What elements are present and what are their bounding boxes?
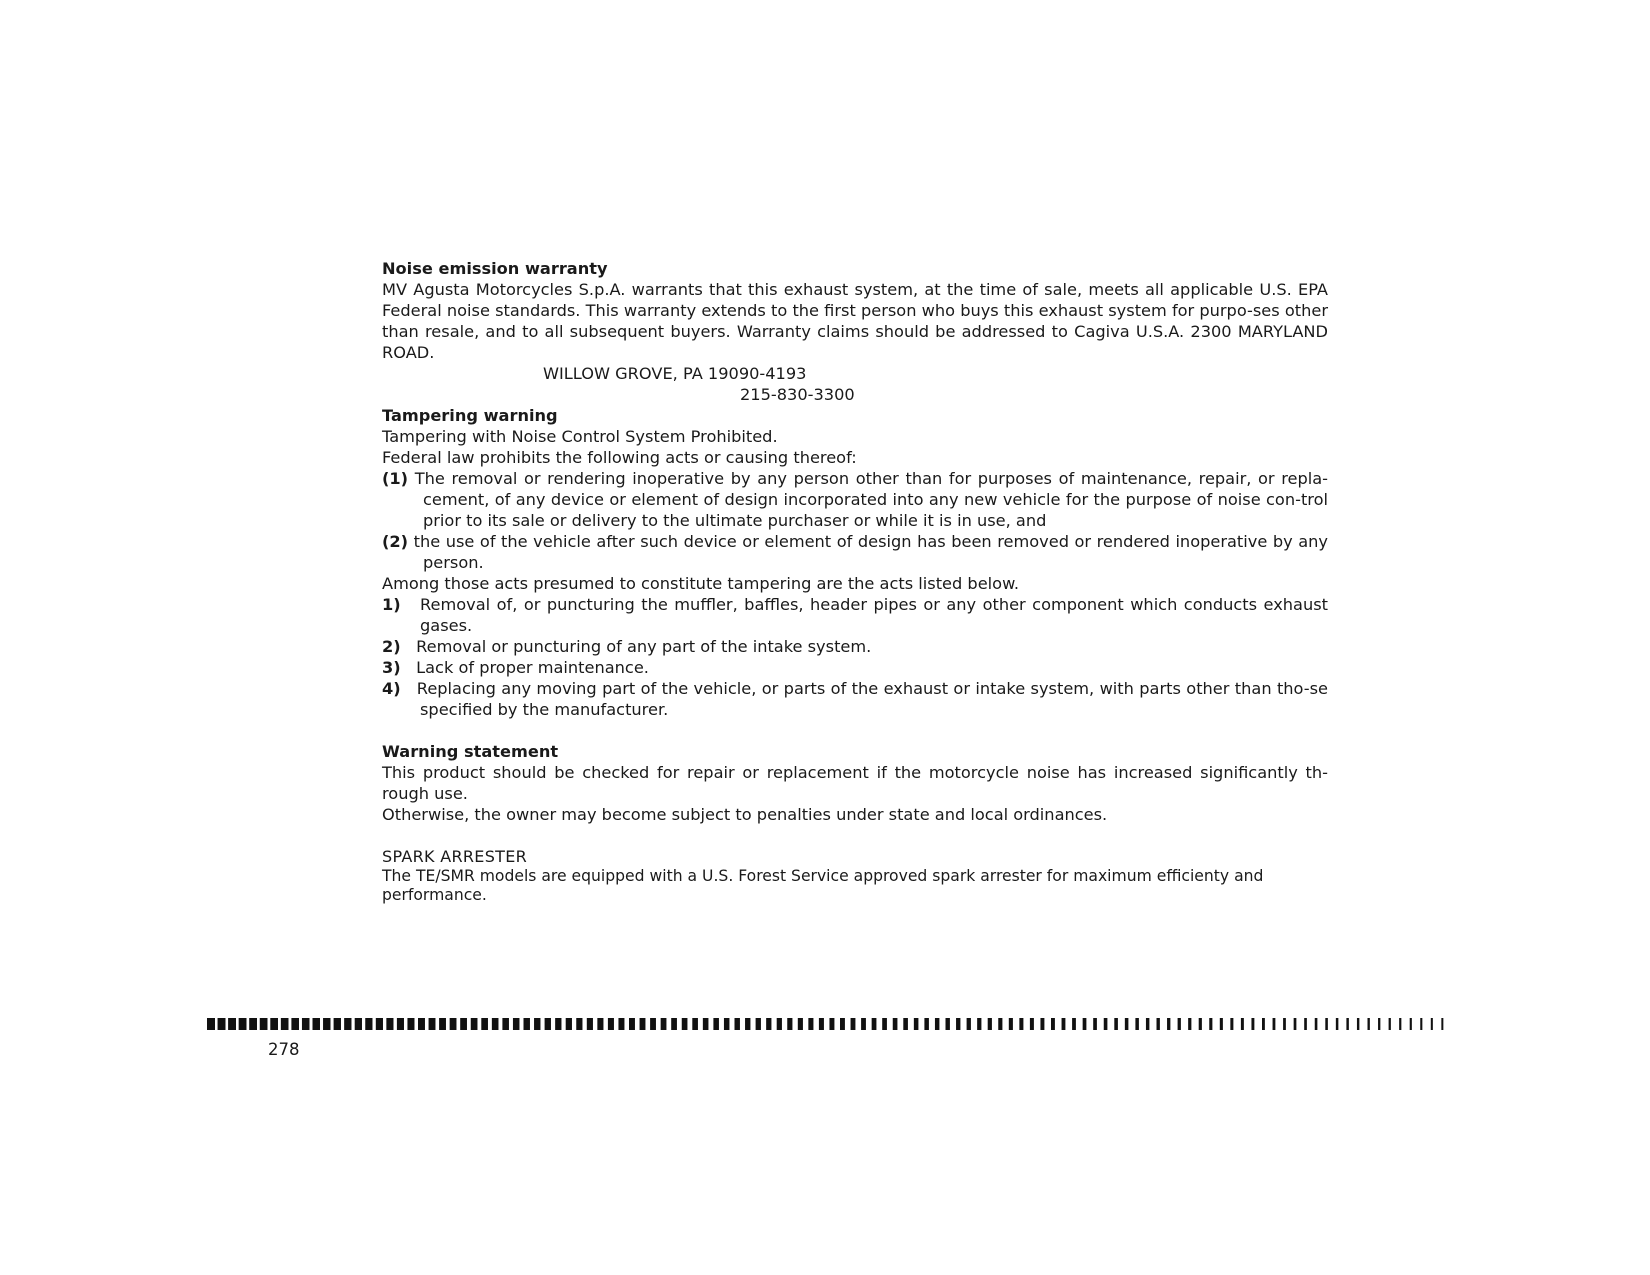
bar-segment [924, 1018, 929, 1030]
bar-segment [323, 1018, 330, 1030]
presumed-number: 3) [382, 658, 401, 677]
bar-segment [1199, 1018, 1202, 1030]
bar-segment [1304, 1018, 1307, 1030]
bar-segment [1125, 1018, 1129, 1030]
bar-segment [302, 1018, 310, 1030]
bar-segment [1178, 1018, 1181, 1030]
bar-segment [576, 1018, 582, 1030]
bar-segment [671, 1018, 677, 1030]
bar-segment [608, 1018, 614, 1030]
bar-segment [534, 1018, 540, 1030]
presumed-act-1 [382, 594, 1328, 636]
bar-segment [840, 1018, 845, 1030]
bar-segment [1009, 1018, 1013, 1030]
bar-segment [703, 1018, 709, 1030]
bar-segment [1357, 1018, 1359, 1030]
bar-segment [344, 1018, 351, 1030]
bar-segment [777, 1018, 782, 1030]
presumed-text: Removal of, or puncturing the muffler, baffles, header pipes or any other component which conducts exhaust gases. [420, 595, 1328, 635]
footer-bar-pattern [207, 1018, 1447, 1030]
bar-segment [1104, 1018, 1108, 1030]
presumed-text: Replacing any moving part of the vehicle, or parts of the exhaust or intake system, with parts other than tho-se specified by the manufacturer. [416, 679, 1328, 719]
bar-segment [861, 1018, 866, 1030]
bar-segment [1209, 1018, 1212, 1030]
bar-segment [207, 1018, 215, 1030]
act-text: the use of the vehicle after such device or element of design has been removed or rendered inoperative by any person. [413, 532, 1328, 572]
bar-segment [260, 1018, 268, 1030]
tampering-heading: Tampering warning [382, 406, 558, 425]
bar-segment [524, 1018, 530, 1030]
bar-segment [1294, 1018, 1297, 1030]
bar-segment [239, 1018, 247, 1030]
bar-segment [228, 1018, 236, 1030]
bar-segment [1093, 1018, 1097, 1030]
tampering-line-2: Federal law prohibits the following acts or causing thereof: [382, 448, 857, 467]
bar-segment [640, 1018, 646, 1030]
bar-segment [1336, 1018, 1339, 1030]
bar-segment [1146, 1018, 1149, 1030]
bar-segment [967, 1018, 971, 1030]
tampering-line-1: Tampering with Noise Control System Prohibited. [382, 427, 778, 446]
presumed-number: 1) [382, 595, 401, 614]
bar-segment [787, 1018, 792, 1030]
bar-segment [545, 1018, 551, 1030]
bar-segment [882, 1018, 887, 1030]
bar-segment [1241, 1018, 1244, 1030]
bar-segment [1378, 1018, 1380, 1030]
bar-segment [1368, 1018, 1370, 1030]
bar-segment [281, 1018, 289, 1030]
bar-segment [513, 1018, 520, 1030]
bar-segment [977, 1018, 981, 1030]
bar-segment [819, 1018, 824, 1030]
bar-segment [1389, 1018, 1391, 1030]
page-number: 278 [268, 1040, 300, 1059]
bar-segment [724, 1018, 729, 1030]
bar-segment [587, 1018, 593, 1030]
bar-segment [502, 1018, 509, 1030]
bar-segment [1062, 1018, 1066, 1030]
tampering-act-1 [382, 468, 1328, 531]
presumed-number: 4) [382, 679, 401, 698]
bar-segment [798, 1018, 803, 1030]
bar-segment [249, 1018, 257, 1030]
presumed-act-2 [382, 636, 1328, 657]
warranty-phone: 215-830-3300 [740, 385, 855, 404]
presumed-act-4 [382, 678, 1328, 720]
bar-segment [1167, 1018, 1170, 1030]
bar-segment [1114, 1018, 1118, 1030]
bar-segment [313, 1018, 320, 1030]
bar-segment [1399, 1018, 1401, 1030]
bar-segment [386, 1018, 393, 1030]
warning-statement-line-1: This product should be checked for repair or replacement if the motorcycle noise has increased significantly th-rough use. [382, 763, 1328, 803]
bar-segment [1262, 1018, 1265, 1030]
bar-segment [756, 1018, 761, 1030]
bar-segment [1072, 1018, 1076, 1030]
noise-warranty-body: MV Agusta Motorcycles S.p.A. warrants that this exhaust system, at the time of sale, meets all applicable U.S. EPA Federal noise standards. This warranty extends to the first person who buys this exhaust system for purpo-ses other than resale, and to all subsequent buyers. Warranty claims should be addressed to Cagiva U.S.A. 2300 MARYLAND ROAD. [382, 280, 1328, 362]
bar-segment [355, 1018, 362, 1030]
bar-segment [429, 1018, 436, 1030]
bar-segment [946, 1018, 950, 1030]
presumed-act-3 [382, 657, 1328, 678]
bar-segment [988, 1018, 992, 1030]
presumed-text: Lack of proper maintenance. [416, 658, 649, 677]
bar-segment [851, 1018, 856, 1030]
presumed-number: 2) [382, 637, 401, 656]
bar-segment [1157, 1018, 1160, 1030]
bar-segment [365, 1018, 372, 1030]
bar-segment [1230, 1018, 1233, 1030]
spark-arrester-title: SPARK ARRESTER [382, 847, 528, 866]
bar-segment [555, 1018, 561, 1030]
bar-segment [893, 1018, 898, 1030]
bar-segment [650, 1018, 656, 1030]
bar-segment [1019, 1018, 1023, 1030]
bar-segment [407, 1018, 414, 1030]
bar-segment [1083, 1018, 1087, 1030]
bar-segment [450, 1018, 457, 1030]
bar-segment [566, 1018, 572, 1030]
bar-segment [1431, 1018, 1433, 1030]
bar-segment [1283, 1018, 1286, 1030]
act-number: (1) [382, 469, 409, 488]
bar-segment [1346, 1018, 1348, 1030]
bar-segment [218, 1018, 226, 1030]
warning-statement-heading: Warning statement [382, 742, 559, 761]
bar-segment [397, 1018, 404, 1030]
bar-segment [1188, 1018, 1191, 1030]
spacer [382, 825, 1328, 846]
bar-segment [829, 1018, 834, 1030]
warranty-address: WILLOW GROVE, PA 19090-4193 [543, 364, 807, 383]
bar-segment [291, 1018, 299, 1030]
bar-segment [661, 1018, 667, 1030]
document-body [382, 258, 1328, 905]
warning-statement-line-2: Otherwise, the owner may become subject to penalties under state and local ordinances. [382, 805, 1108, 824]
bar-segment [1030, 1018, 1034, 1030]
bar-segment [872, 1018, 877, 1030]
bar-segment [471, 1018, 478, 1030]
presumed-text: Removal or puncturing of any part of the intake system. [416, 637, 872, 656]
bar-segment [735, 1018, 740, 1030]
noise-warranty-heading: Noise emission warranty [382, 259, 608, 278]
bar-segment [439, 1018, 446, 1030]
presumed-acts-intro: Among those acts presumed to constitute tampering are the acts listed below. [382, 574, 1019, 593]
bar-segment [1315, 1018, 1318, 1030]
bar-segment [1325, 1018, 1328, 1030]
bar-segment [1251, 1018, 1254, 1030]
spacer [382, 720, 1328, 741]
bar-segment [808, 1018, 813, 1030]
bar-segment [597, 1018, 603, 1030]
bar-segment [766, 1018, 771, 1030]
bar-segment [1135, 1018, 1138, 1030]
bar-segment [270, 1018, 278, 1030]
bar-segment [903, 1018, 908, 1030]
bar-segment [935, 1018, 939, 1030]
bar-segment [956, 1018, 960, 1030]
bar-segment [914, 1018, 919, 1030]
act-text: The removal or rendering inoperative by any person other than for purposes of maintenance, repair, or repla-cement, of any device or element of design incorporated into any new vehicle for the purpose of noise con-trol prior to its sale or delivery to the ultimate purchaser or while it is in use, and [414, 469, 1329, 530]
bar-segment [1420, 1018, 1422, 1030]
bar-segment [1051, 1018, 1055, 1030]
bar-segment [629, 1018, 635, 1030]
act-number: (2) [382, 532, 409, 551]
bar-segment [713, 1018, 719, 1030]
bar-segment [376, 1018, 383, 1030]
tampering-act-2 [382, 531, 1328, 573]
spark-arrester-text: The TE/SMR models are equipped with a U.S. Forest Service approved spark arrester for maximum efficienty and performance. [382, 867, 1264, 904]
bar-segment [460, 1018, 467, 1030]
bar-segment [692, 1018, 698, 1030]
bar-segment [1441, 1018, 1443, 1030]
bar-segment [1410, 1018, 1412, 1030]
bar-segment [998, 1018, 1002, 1030]
bar-segment [1040, 1018, 1044, 1030]
bar-segment [481, 1018, 488, 1030]
bar-segment [618, 1018, 624, 1030]
bar-segment [745, 1018, 750, 1030]
bar-segment [1273, 1018, 1276, 1030]
bar-segment [682, 1018, 688, 1030]
bar-segment [334, 1018, 341, 1030]
bar-segment [492, 1018, 499, 1030]
bar-segment [418, 1018, 425, 1030]
bar-segment [1220, 1018, 1223, 1030]
